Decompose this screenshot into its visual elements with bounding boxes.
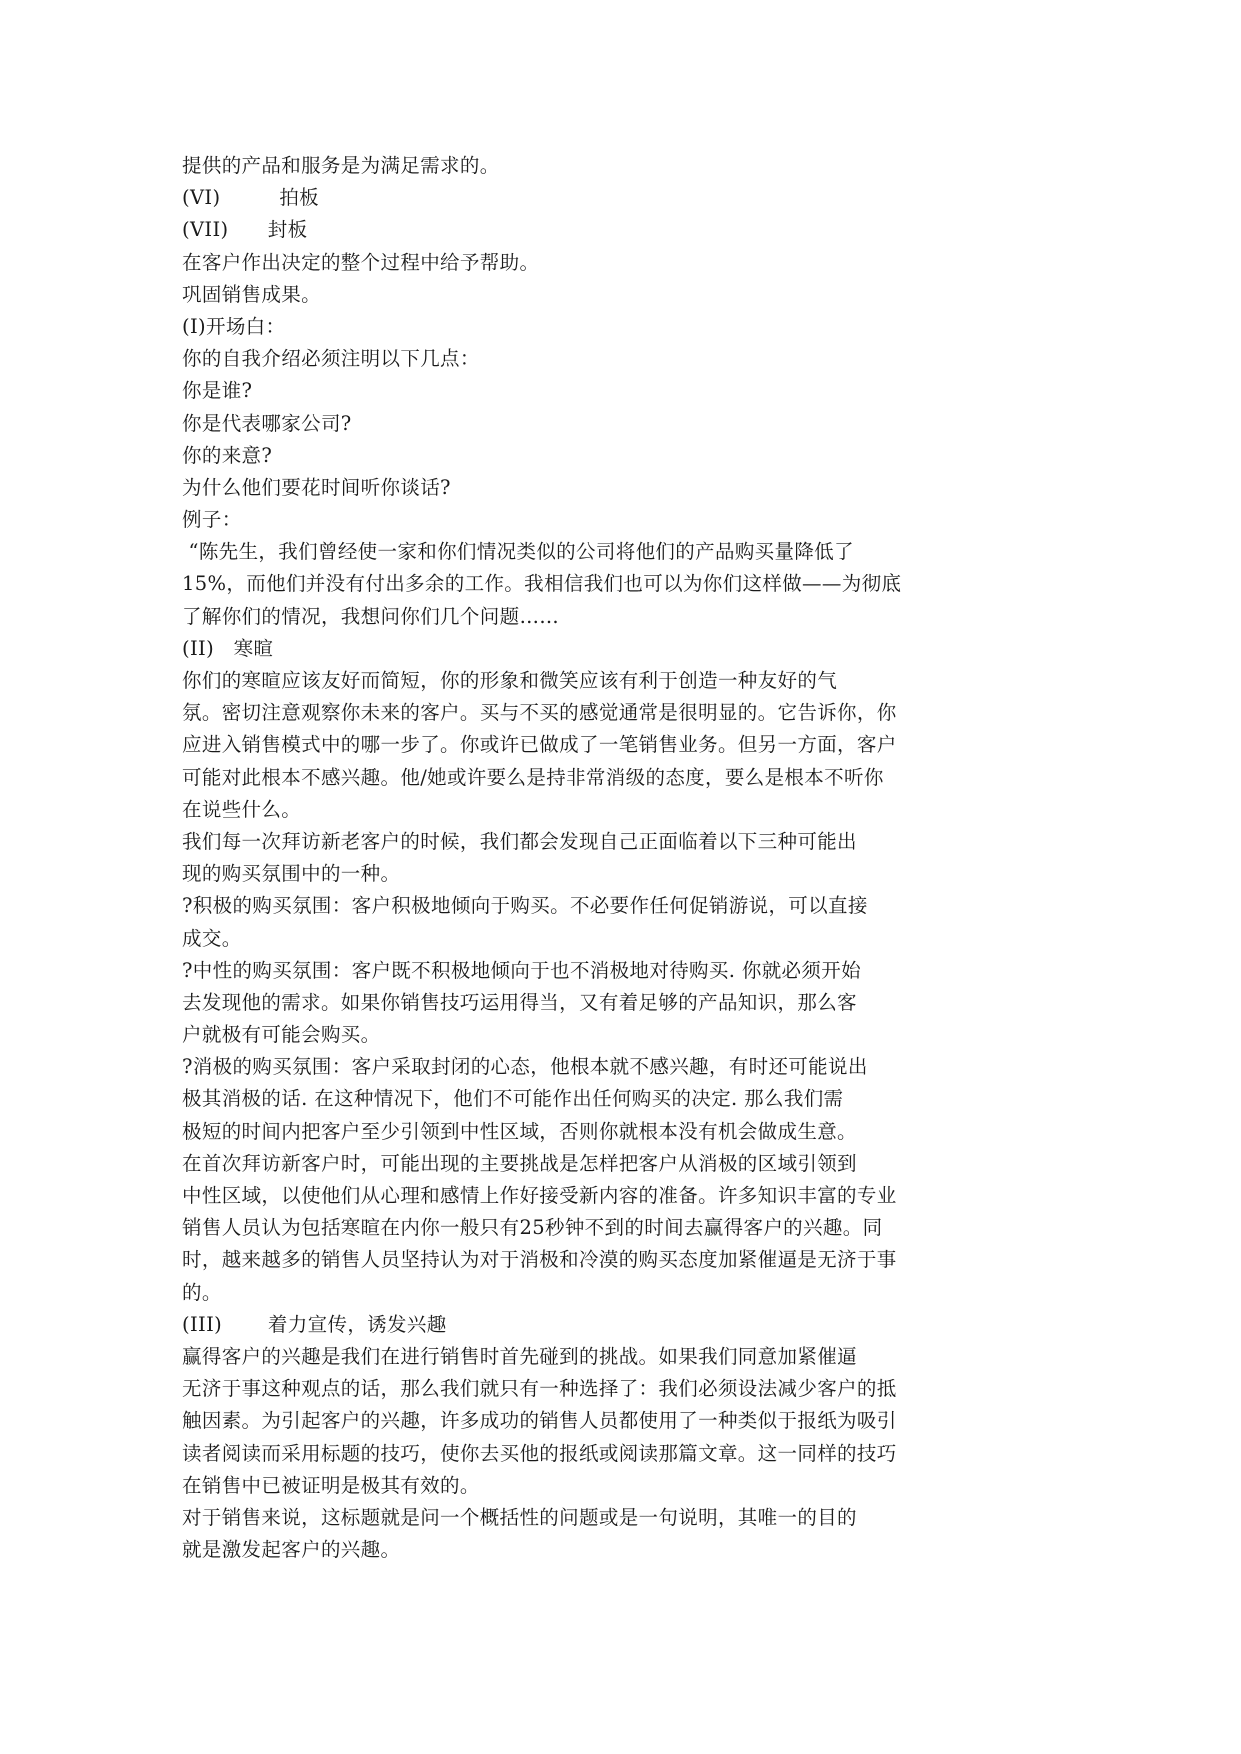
text-line: 巩固销售成果。 — [182, 282, 321, 306]
text-line: (VII) 封板 — [182, 218, 308, 242]
text-line: 中性区域，以使他们从心理和感情上作好接受新内容的准备。许多知识丰富的专业 — [182, 1184, 897, 1207]
text-line: 在销售中已被证明是极其有效的。 — [182, 1473, 480, 1497]
text-line: (II) 寒暄 — [182, 636, 274, 660]
text-line: ?积极的购买氛围：客户积极地倾向于购买。不必要作任何促销游说，可以直接 — [182, 894, 868, 918]
text-line: 的。 — [182, 1280, 222, 1304]
text-line: 去发现他的需求。如果你销售技巧运用得当，又有着足够的产品知识，那么客 — [182, 990, 857, 1014]
text-line: 极短的时间内把客户至少引领到中性区域，否则你就根本没有机会做成生意。 — [182, 1119, 857, 1143]
text-line: 提供的产品和服务是为满足需求的。 — [182, 154, 500, 177]
text-line: 你们的寒暄应该友好而简短，你的形象和微笑应该有利于创造一种友好的气 — [182, 669, 838, 692]
text-line: 极其消极的话. 在这种情况下，他们不可能作出任何购买的决定. 那么我们需 — [182, 1087, 844, 1111]
text-line: 可能对此根本不感兴趣。他/她或许要么是持非常消级的态度，要么是根本不听你 — [182, 765, 884, 789]
text-line: “陈先生，我们曾经使一家和你们情况类似的公司将他们的产品购买量降低了 — [182, 540, 854, 564]
text-line: 在首次拜访新客户时，可能出现的主要挑战是怎样把客户从消极的区域引领到 — [182, 1151, 857, 1175]
text-line: 你是谁? — [182, 379, 253, 403]
text-line: 为什么他们要花时间听你谈话? — [182, 475, 451, 499]
text-line: 15%，而他们并没有付出多余的工作。我相信我们也可以为你们这样做——为彻底 — [182, 572, 902, 596]
text-line: 就是激发起客户的兴趣。 — [182, 1538, 401, 1562]
text-line: ?中性的购买氛围：客户既不积极地倾向于也不消极地对待购买. 你就必须开始 — [182, 958, 861, 982]
text-line: 例子： — [182, 508, 242, 532]
text-line: (III) 着力宣传，诱发兴趣 — [182, 1312, 447, 1336]
text-line: 成交。 — [182, 926, 242, 950]
text-line: 时，越来越多的销售人员坚持认为对于消极和冷漠的购买态度加紧催逼是无济于事 — [182, 1248, 897, 1272]
text-line: 了解你们的情况，我想问你们几个问题…… — [182, 604, 560, 628]
text-line: 无济于事这种观点的话，那么我们就只有一种选择了：我们必须设法减少客户的抵 — [182, 1377, 897, 1401]
text-line: 应进入销售模式中的哪一步了。你或许已做成了一笔销售业务。但另一方面，客户 — [182, 733, 897, 757]
text-line: (I)开场白： — [182, 314, 286, 338]
text-line: 读者阅读而采用标题的技巧，使你去买他的报纸或阅读那篇文章。这一同样的技巧 — [182, 1441, 897, 1465]
text-line: (VI) 拍板 — [182, 186, 320, 210]
text-line: 你的自我介绍必须注明以下几点： — [182, 347, 480, 371]
text-line: 氛。密切注意观察你未来的客户。买与不买的感觉通常是很明显的。它告诉你，你 — [182, 701, 897, 725]
text-line: 你的来意? — [182, 443, 273, 467]
text-line: 户就极有可能会购买。 — [182, 1023, 381, 1047]
document-body — [182, 150, 1002, 1566]
text-line: 销售人员认为包括寒暄在内你一般只有25秒钟不到的时间去赢得客户的兴趣。同 — [182, 1216, 883, 1240]
text-line: 你是代表哪家公司? — [182, 411, 352, 435]
text-line: 在说些什么。 — [182, 797, 302, 821]
text-line: 触因素。为引起客户的兴趣，许多成功的销售人员都使用了一种类似于报纸为吸引 — [182, 1409, 897, 1433]
text-line: 赢得客户的兴趣是我们在进行销售时首先碰到的挑战。如果我们同意加紧催逼 — [182, 1344, 857, 1368]
text-line: ?消极的购买氛围：客户采取封闭的心态，他根本就不感兴趣，有时还可能说出 — [182, 1055, 868, 1079]
text-line: 我们每一次拜访新老客户的时候，我们都会发现自己正面临着以下三种可能出 — [182, 829, 857, 853]
text-line: 在客户作出决定的整个过程中给予帮助。 — [182, 250, 540, 274]
text-line: 现的购买氛围中的一种。 — [182, 862, 401, 886]
text-line: 对于销售来说，这标题就是问一个概括性的问题或是一句说明，其唯一的目的 — [182, 1505, 857, 1529]
